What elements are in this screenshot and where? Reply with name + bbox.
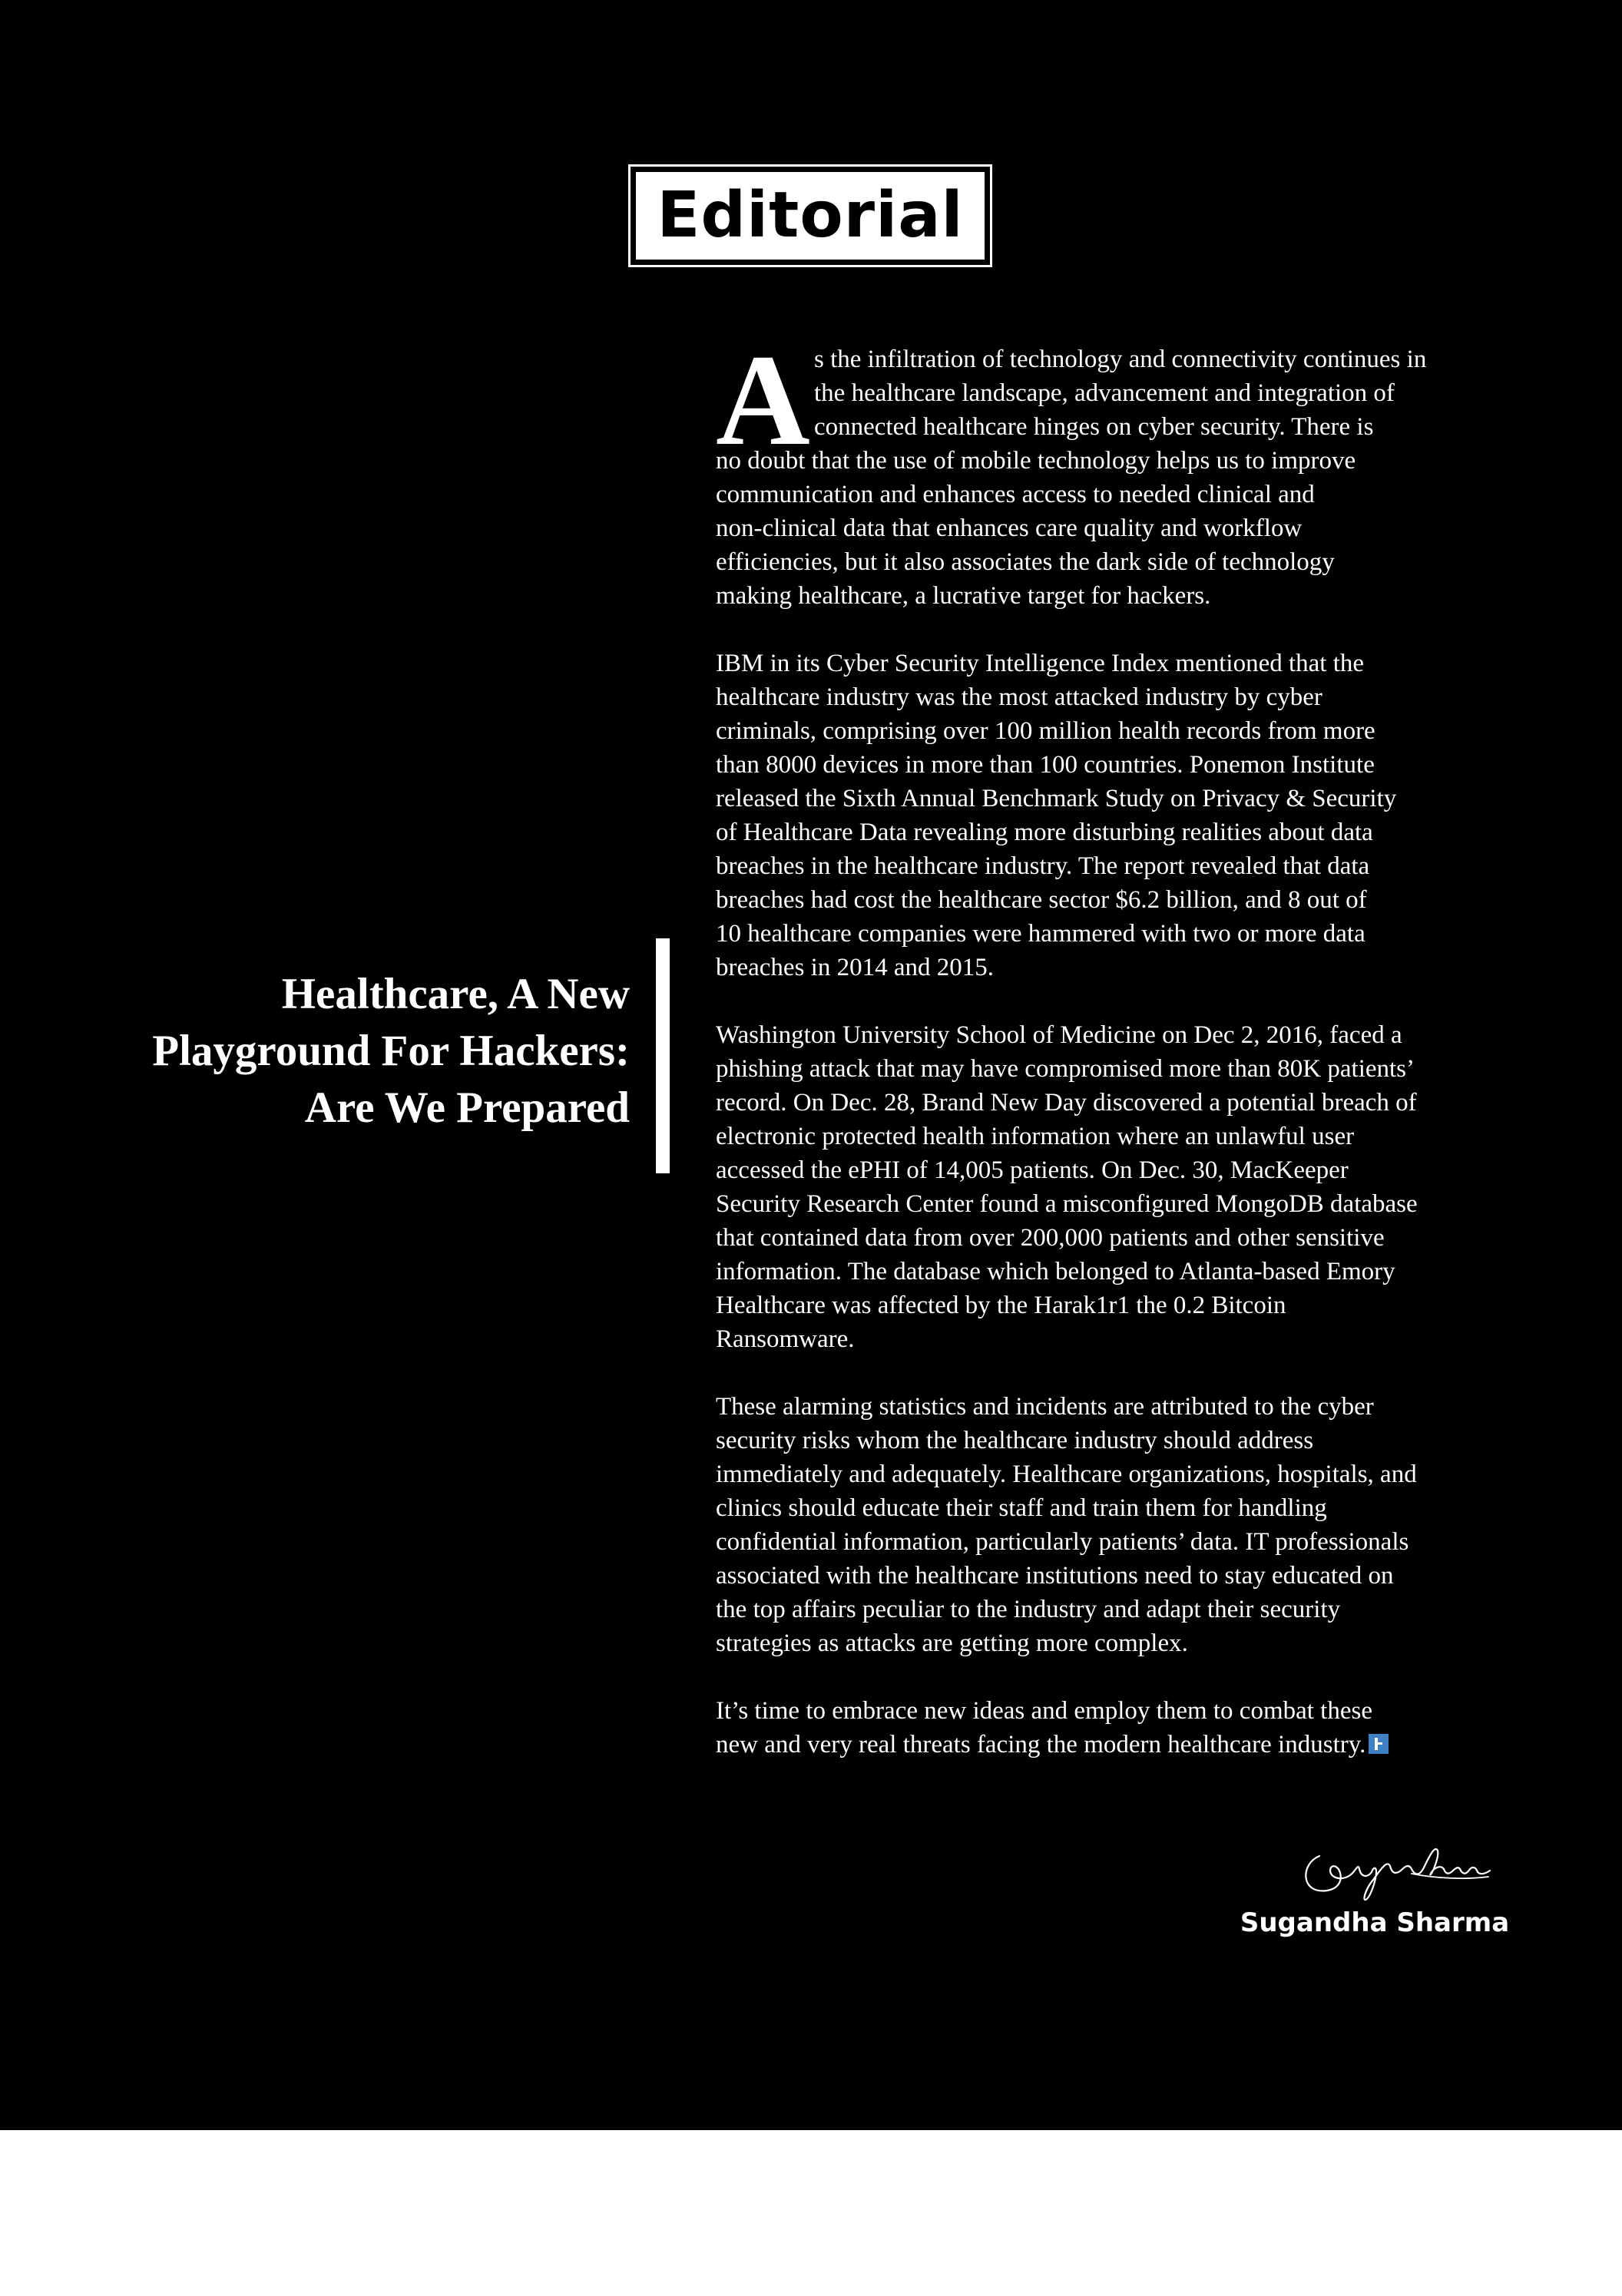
text-line-last (716, 1728, 1514, 1762)
text-line: no doubt that the use of mobile technology helps us to improve (716, 447, 1356, 475)
headline-line: Playground For Hackers: (152, 1027, 630, 1075)
text-line: breaches in the healthcare industry. The report revealed that data (716, 852, 1370, 880)
text-line: associated with the healthcare institutions need to stay educated on (716, 1562, 1394, 1590)
text-line: record. On Dec. 28, Brand New Day discovered a potential breach of (716, 1089, 1417, 1117)
text-line: Healthcare was affected by the Harak1r1 the 0.2 Bitcoin (716, 1292, 1286, 1319)
text-line: connected healthcare hinges on cyber security. There is (814, 413, 1374, 441)
text-line: IBM in its Cyber Security Intelligence Index mentioned that the (716, 650, 1365, 677)
text-line: accessed the ePHI of 14,005 patients. On Dec. 30, MacKeeper (716, 1156, 1349, 1184)
text-line: phishing attack that may have compromised more than 80K patients’ (716, 1055, 1415, 1083)
text-line: that contained data from over 200,000 patients and other sensitive (716, 1224, 1385, 1252)
text-line: of Healthcare Data revealing more disturbing realities about data (716, 819, 1373, 846)
article-paragraph (716, 1390, 1514, 1660)
article-paragraph (716, 1694, 1514, 1762)
text-line: making healthcare, a lucrative target for hackers. (716, 582, 1211, 610)
text-line: efficiencies, but it also associates the dark side of technology (716, 548, 1335, 576)
text-line: criminals, comprising over 100 million health records from more (716, 717, 1375, 745)
text-line: the top affairs peculiar to the industry and adapt their security (716, 1596, 1341, 1623)
article-headline (46, 966, 630, 1136)
section-header-label: Editorial (657, 179, 964, 252)
text-line: security risks whom the healthcare industry should address (716, 1427, 1314, 1454)
text-line: s the infiltration of technology and connectivity continues in (814, 346, 1427, 373)
text-line: confidential information, particularly patients’ data. IT professionals (716, 1528, 1409, 1556)
text-line: breaches had cost the healthcare sector $6.2 billion, and 8 out of (716, 886, 1367, 914)
text-line: non-clinical data that enhances care quality and workflow (716, 514, 1303, 542)
text-line: breaches in 2014 and 2015. (716, 954, 994, 981)
article-paragraph (716, 1018, 1514, 1356)
text-line: the healthcare landscape, advancement and integration of (814, 379, 1395, 407)
text-line: clinics should educate their staff and train them for handling (716, 1494, 1327, 1522)
text-line: These alarming statistics and incidents are attributed to the cyber (716, 1393, 1374, 1421)
section-header (628, 164, 992, 267)
section-header-inner (636, 172, 985, 260)
article-body (716, 328, 1514, 1795)
headline-divider (656, 938, 670, 1173)
text-line: information. The database which belonged to Atlanta-based Emory (716, 1258, 1395, 1285)
text-line: 10 healthcare companies were hammered with two or more data (716, 920, 1365, 948)
article-paragraph (716, 328, 1514, 613)
text-line: Ransomware. (716, 1325, 855, 1353)
text-line: healthcare industry was the most attacked industry by cyber (716, 683, 1322, 711)
author-signature (1296, 1829, 1496, 1906)
drop-cap: A (716, 328, 810, 472)
text-line: communication and enhances access to needed clinical and (716, 481, 1315, 508)
text-line: released the Sixth Annual Benchmark Study on Privacy & Security (716, 785, 1397, 812)
headline-line: Healthcare, A New (281, 970, 630, 1018)
headline-line: Are We Prepared (304, 1083, 630, 1132)
end-of-article-icon (1369, 1734, 1389, 1754)
text-line: It’s time to embrace new ideas and employ them to combat these (716, 1697, 1372, 1725)
text-line: electronic protected health information where an unlawful user (716, 1123, 1355, 1150)
text-line: strategies as attacks are getting more complex. (716, 1629, 1188, 1657)
text-line: Washington University School of Medicine on Dec 2, 2016, faced a (716, 1021, 1402, 1049)
text-line: Security Research Center found a misconfigured MongoDB database (716, 1190, 1418, 1218)
author-name: Sugandha Sharma (1240, 1907, 1510, 1938)
text-line: immediately and adequately. Healthcare organizations, hospitals, and (716, 1461, 1417, 1488)
text-line-content: new and very real threats facing the modern healthcare industry. (716, 1731, 1366, 1758)
text-line: than 8000 devices in more than 100 countries. Ponemon Institute (716, 751, 1375, 779)
article-paragraph (716, 647, 1514, 984)
